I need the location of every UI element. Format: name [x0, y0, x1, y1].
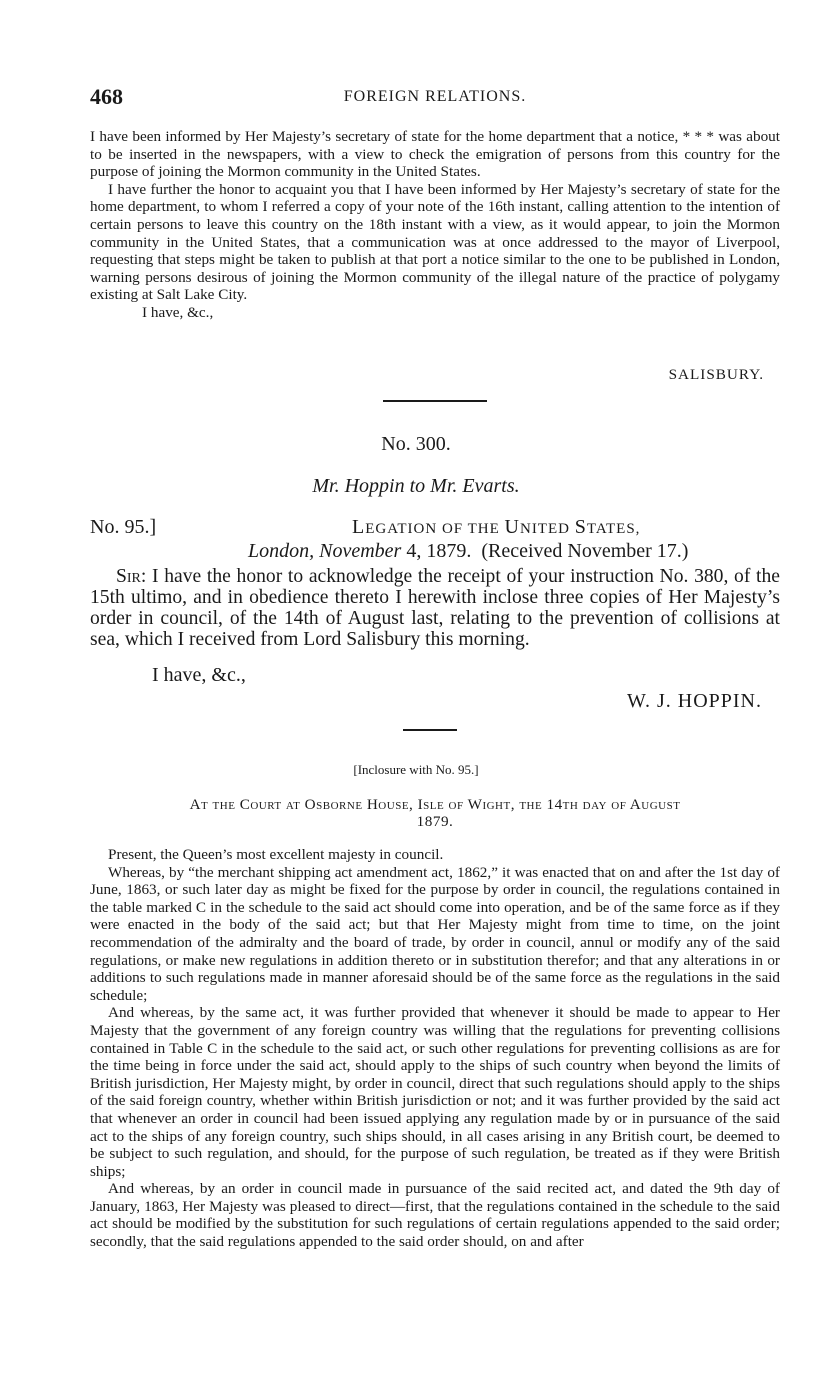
- letter-paragraph: Sir: I have the honor to acknowledge the receipt of your instruction No. 380, of the 15th ultimo, and in obedience thereto I herewith inclose three copies of Her Majesty’s order in council, of the 14th of August last, relating to the prevention of collisions at sea, which I received from Lord Salisbury this morning.: [90, 566, 780, 650]
- section-divider: [403, 729, 457, 731]
- document-number: No. 300.: [381, 433, 451, 455]
- running-title: FOREIGN RELATIONS.: [343, 88, 527, 105]
- inclosure-body: [90, 846, 780, 1251]
- letter-body: [90, 566, 780, 650]
- paragraph: Present, the Queen’s most excellent majesty in council.: [108, 846, 444, 863]
- inclosure-label: [Inclosure with No. 95.]: [353, 762, 479, 777]
- received-note: (Received November 17.): [481, 540, 689, 562]
- signature-salisbury: SALISBURY.: [668, 366, 764, 383]
- page-number: 468: [90, 84, 123, 109]
- paragraph: And whereas, by an order in council made in pursuance of the said recited act, and dated the 9th day of January, 1863, Her Majesty was pleased to direct—first, that the regulations contained in the schedule to the said act should be modified by the substitution for such regulations of certain regulations appended to the said order; secondly, that the said regulations appended to the said order should, on and after: [90, 1180, 780, 1251]
- page-header: [90, 84, 780, 114]
- closing: I have, &c.,: [152, 664, 246, 686]
- correspondents: Mr. Hoppin to Mr. Evarts.: [312, 475, 520, 497]
- section-divider: [383, 400, 487, 402]
- legation-heading: LEGATION OF THE UNITED STATES,: [352, 516, 641, 538]
- previous-letter-body: [90, 128, 780, 322]
- salutation: Sir:: [116, 566, 147, 587]
- date-year: 4, 1879.: [406, 540, 472, 562]
- date-place: London, November: [248, 540, 402, 562]
- letter-number: No. 95.]: [90, 516, 157, 538]
- paragraph: And whereas, by the same act, it was further provided that whenever it should be made to appear to Her Majesty that the government of any foreign country was willing that the regulations for preventing collisions contained in Table C in the schedule to the said act, or such other regulations for preventing collisions as are for the time being in force under the said act, should apply to the ships of such country when beyond the limits of British jurisdiction, Her Majesty might, by order in council, direct that such regulations should apply to the ships of the said foreign country, whether within British jurisdiction or not; and it was further provided by the said act that whenever an order in council had been issued applying any regulation made by or in pursuance of the said act to the ships of any foreign country, such ships should, in all cases arising in any British court, be deemed to be subject to such regulation, and should, for the purpose of such regulation, be treated as if they were British ships;: [90, 1004, 780, 1180]
- paragraph: I have further the honor to acquaint you that I have been informed by Her Majesty’s secretary of state for the home department, to whom I referred a copy of your note of the 16th instant, calling attention to the intention of certain persons to leave this country on the 18th instant with a view, as it would appear, to join the Mormon community in the United States, that a communication was at once addressed to the mayor of Liverpool, requesting that steps might be taken to publish at that port a notice similar to the one to be published in London, warning persons desirous of joining the Mormon community of the illegal nature of the practice of polygamy existing at Salt Lake City.: [90, 180, 780, 304]
- paragraph: I have been informed by Her Majesty’s secretary of state for the home department that a notice, * * * was about to be inserted in the newspapers, with a view to check the emigration of persons from this country for the purpose of joining the Mormon community in the United States.: [90, 128, 780, 181]
- dateline: [248, 540, 688, 563]
- closing: I have, &c.,: [142, 303, 214, 321]
- signature-hoppin: W. J. HOPPIN.: [626, 690, 762, 712]
- paragraph: Whereas, by “the merchant shipping act amendment act, 1862,” it was enacted that on and after the 1st day of June, 1863, or such later day as might be fixed for the purpose by order in council, the regulations contained in the table marked C in the schedule to the said act should come into operation, and be of the same force as if they were enacted in the body of the said act; but that Her Majesty might from time to time, on the joint recommendation of the admiralty and the board of trade, by order in council, annul or modify any of the said regulations, or make new regulations in addition thereto or in substitution therefor; and that any alterations in or additions to such regulations made in manner aforesaid should be of the same force as the regulations in the said schedule;: [90, 863, 780, 1004]
- court-heading: At the Court at Osborne House, Isle of Wight, the 14th day of August 1879.: [189, 796, 681, 830]
